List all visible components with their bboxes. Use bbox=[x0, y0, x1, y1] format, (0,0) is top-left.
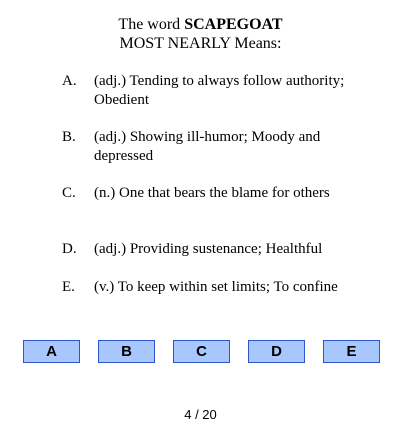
option-letter: B. bbox=[62, 129, 76, 145]
question-line-2: MOST NEARLY Means: bbox=[119, 35, 282, 52]
option-letter: C. bbox=[62, 185, 76, 201]
question-heading bbox=[0, 15, 401, 53]
option-letter: A. bbox=[62, 73, 77, 89]
answer-b-button[interactable]: B bbox=[98, 340, 155, 363]
answer-d-button[interactable]: D bbox=[248, 340, 305, 363]
answer-button-row bbox=[23, 340, 383, 365]
option-text: (n.) One that bears the blame for others bbox=[94, 185, 330, 201]
answer-c-button[interactable]: C bbox=[173, 340, 230, 363]
vocab-word: SCAPEGOAT bbox=[184, 16, 283, 33]
answer-a-button[interactable]: A bbox=[23, 340, 80, 363]
option-text: (adj.) Showing ill-humor; Moody and depressed bbox=[94, 129, 321, 164]
option-text: (adj.) Providing sustenance; Healthful bbox=[94, 241, 323, 257]
option-letter: E. bbox=[62, 279, 75, 295]
question-line-1 bbox=[0, 15, 401, 34]
page-indicator: 4 / 20 bbox=[184, 407, 217, 422]
question-prefix: The word bbox=[118, 16, 185, 33]
option-letter: D. bbox=[62, 241, 77, 257]
option-text: (v.) To keep within set limits; To confine bbox=[94, 279, 338, 295]
answer-e-button[interactable]: E bbox=[323, 340, 380, 363]
option-text: (adj.) Tending to always follow authority; Obedient bbox=[94, 73, 345, 108]
